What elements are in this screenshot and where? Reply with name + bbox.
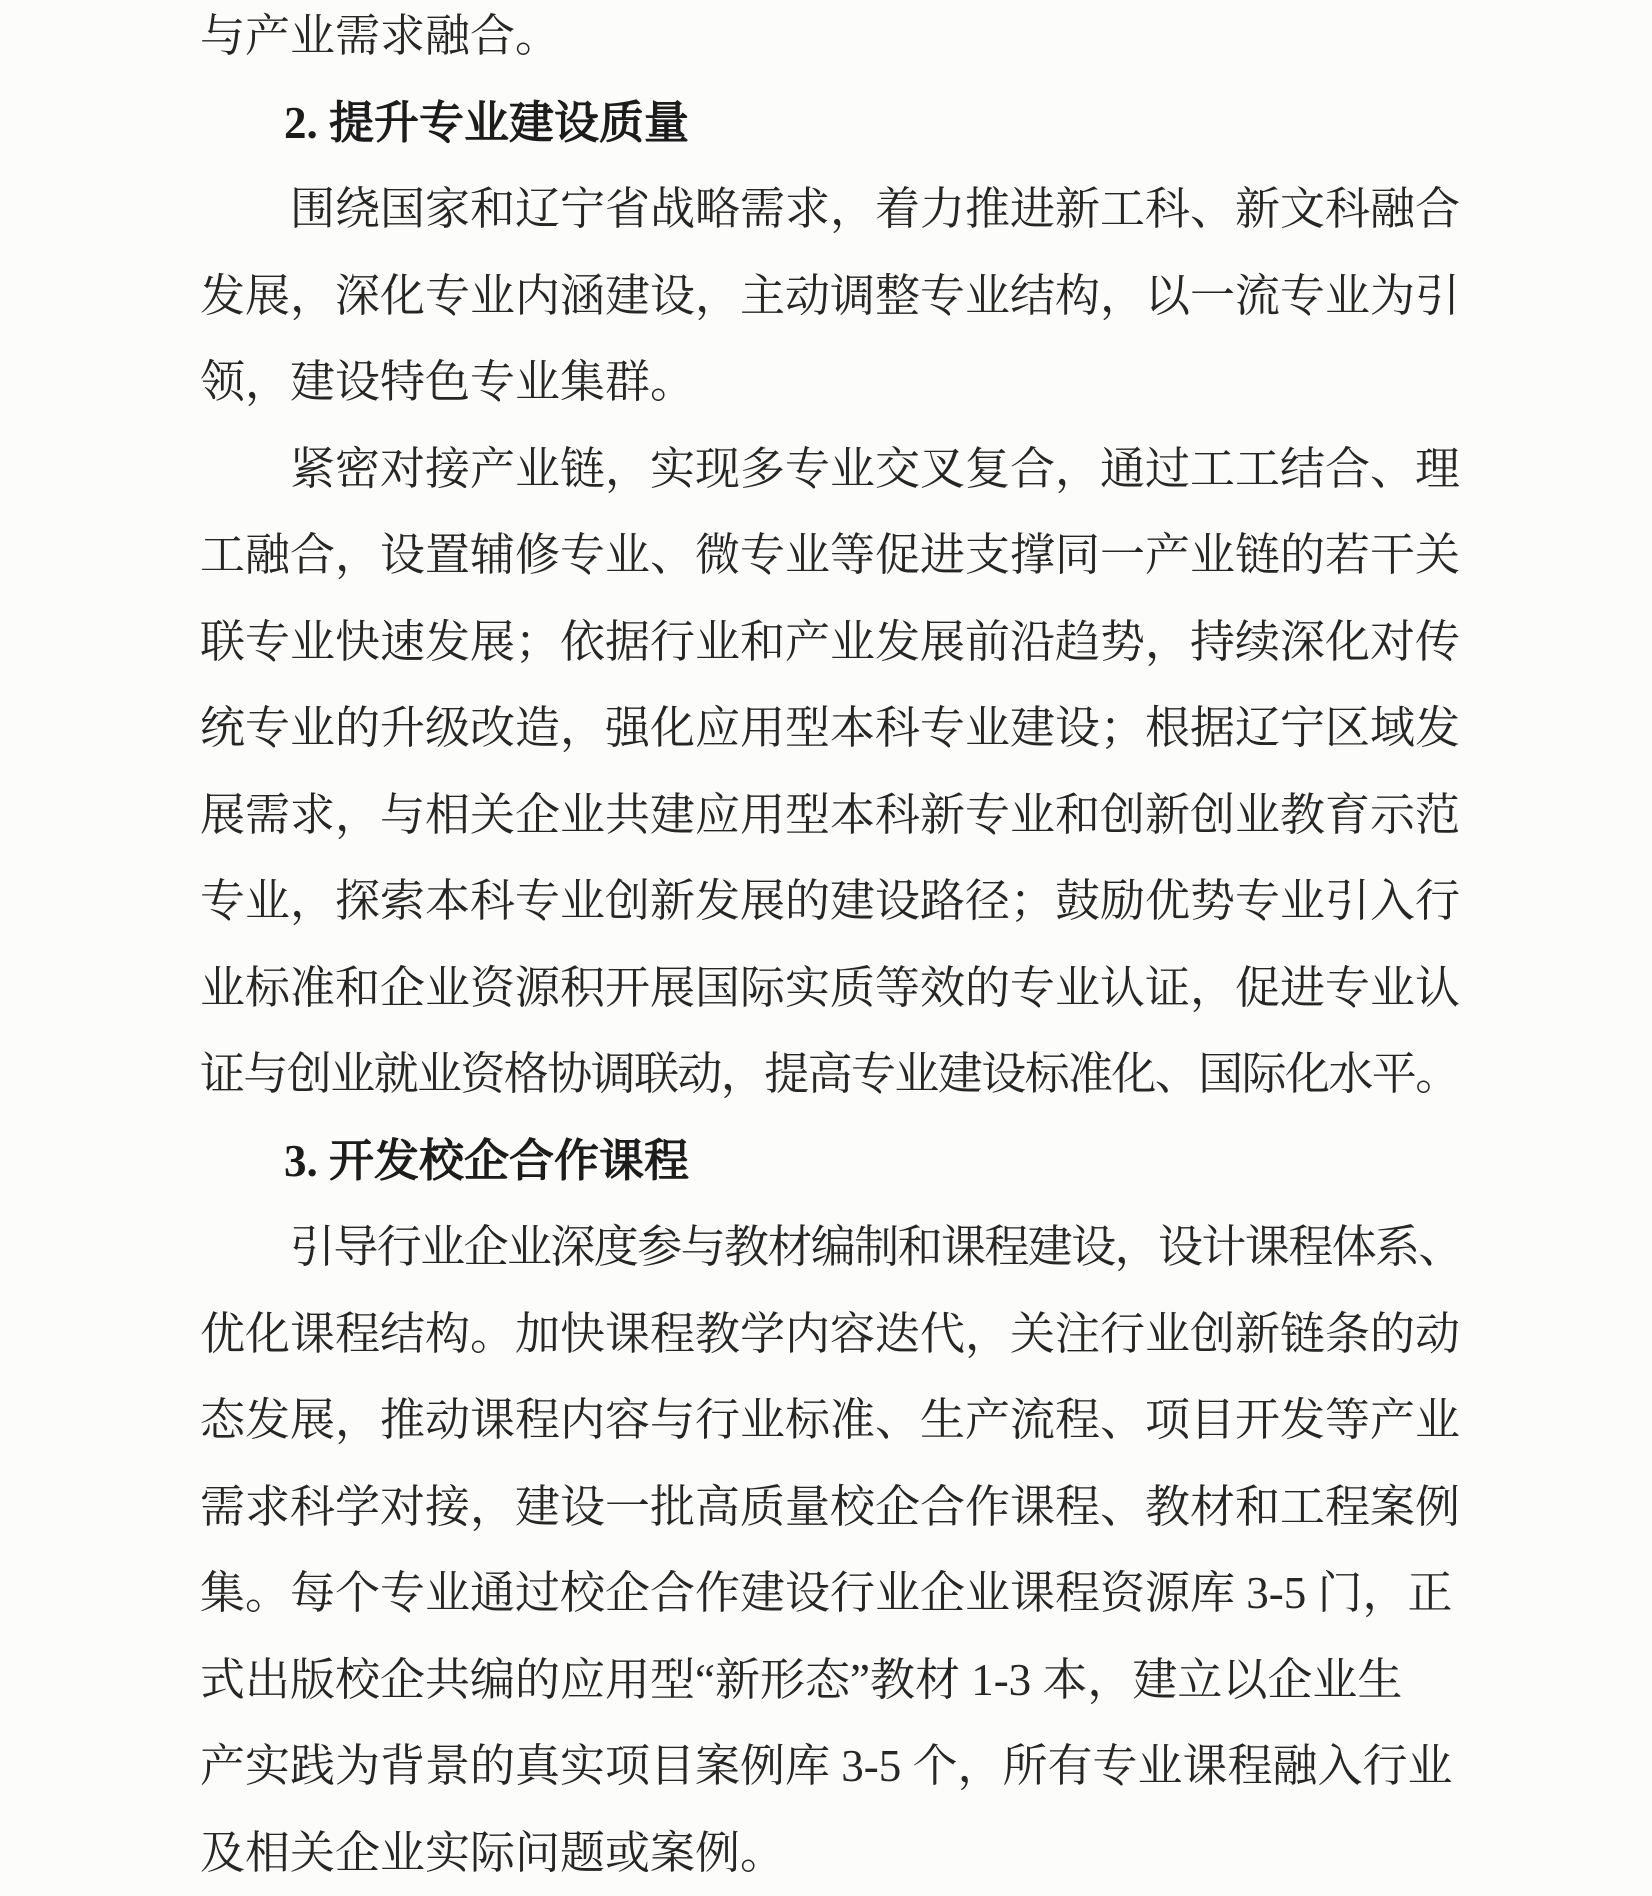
paragraph-line: 产实践为背景的真实项目案例库 3-5 个，所有专业课程融入行业	[200, 1723, 1462, 1810]
paragraph-end-line: 及相关企业实际问题或案例。	[200, 1810, 1462, 1896]
paragraph-line: 需求科学对接，建设一批高质量校企合作课程、教材和工程案例	[200, 1464, 1462, 1551]
paragraph-line: 引导行业企业深度参与教材编制和课程建设，设计课程体系、	[200, 1204, 1462, 1291]
paragraph-end-line: 领，建设特色专业集群。	[200, 339, 1462, 426]
paragraph-line: 围绕国家和辽宁省战略需求，着力推进新工科、新文科融合	[200, 166, 1462, 253]
paragraph-line: 式出版校企共编的应用型“新形态”教材 1-3 本，建立以企业生	[200, 1637, 1462, 1724]
paragraph-line: 集。每个专业通过校企合作建设行业企业课程资源库 3-5 门，正	[200, 1550, 1462, 1637]
paragraph-line: 发展，深化专业内涵建设，主动调整专业结构，以一流专业为引	[200, 253, 1462, 340]
paragraph-line: 展需求，与相关企业共建应用型本科新专业和创新创业教育示范	[200, 772, 1462, 859]
paragraph-line: 专业，探索本科专业创新发展的建设路径；鼓励优势专业引入行	[200, 858, 1462, 945]
paragraph-line: 工融合，设置辅修专业、微专业等促进支撑同一产业链的若干关	[200, 512, 1462, 599]
document-text-block	[200, 0, 1462, 1896]
paragraph-line: 联专业快速发展；依据行业和产业发展前沿趋势，持续深化对传	[200, 599, 1462, 686]
paragraph-line: 态发展，推动课程内容与行业标准、生产流程、项目开发等产业	[200, 1377, 1462, 1464]
section-heading-3: 3. 开发校企合作课程	[200, 1118, 1462, 1205]
paragraph-line: 优化课程结构。加快课程教学内容迭代，关注行业创新链条的动	[200, 1291, 1462, 1378]
section-heading-2: 2. 提升专业建设质量	[200, 80, 1462, 167]
paragraph-end-line: 证与创业就业资格协调联动，提高专业建设标准化、国际化水平。	[200, 1031, 1462, 1118]
paragraph-line: 统专业的升级改造，强化应用型本科专业建设；根据辽宁区域发	[200, 685, 1462, 772]
paragraph-end-line: 与产业需求融合。	[200, 0, 1462, 80]
paragraph-line: 业标准和企业资源积开展国际实质等效的专业认证，促进专业认	[200, 945, 1462, 1032]
paragraph-line: 紧密对接产业链，实现多专业交叉复合，通过工工结合、理	[200, 426, 1462, 513]
